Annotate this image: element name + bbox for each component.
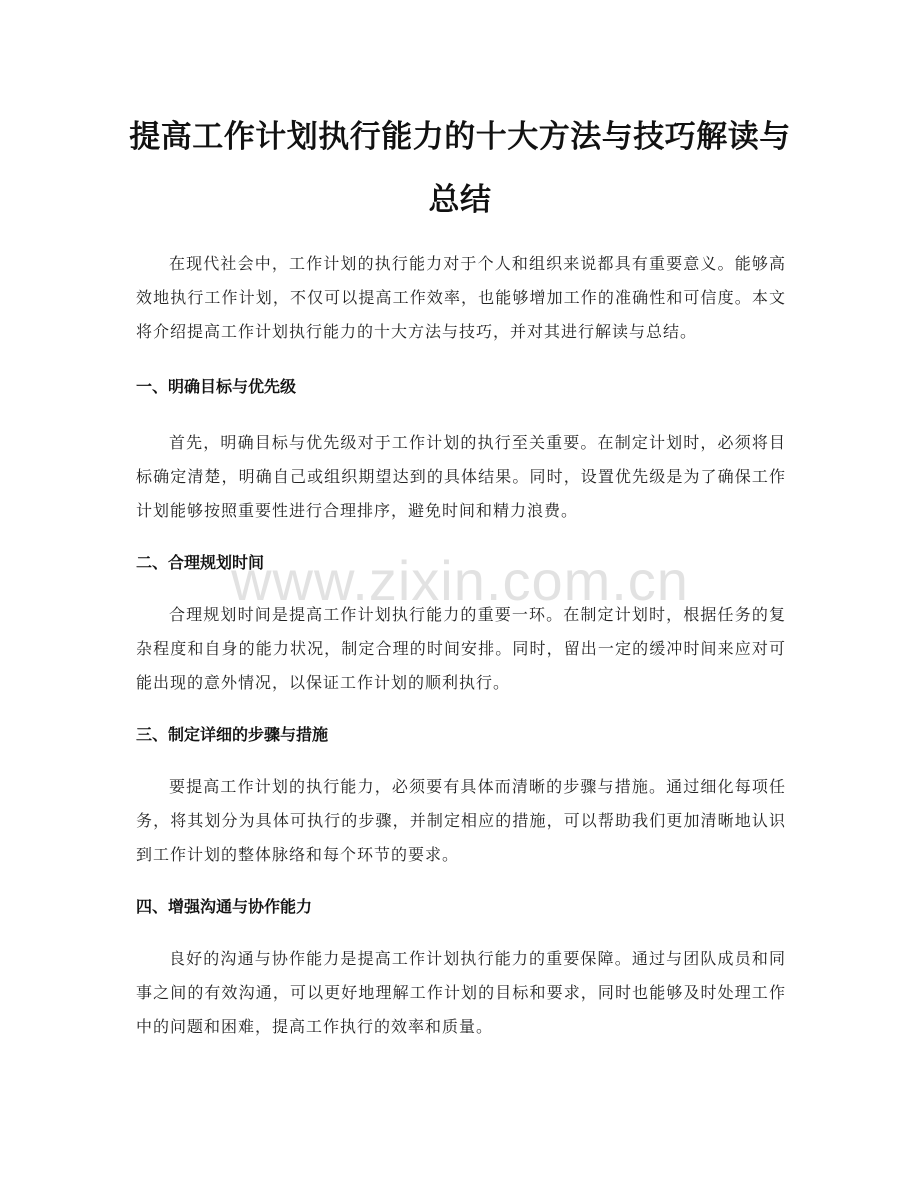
section-paragraph-2: 合理规划时间是提高工作计划执行能力的重要一环。在制定计划时，根据任务的复杂程度和自身的能力状况，制定合理的时间安排。同时，留出一定的缓冲时间来应对可能出现的意外情况，以保证工作计划的顺利执行。: [136, 605, 786, 692]
section-paragraph-3: 要提高工作计划的执行能力，必须要有具体而清晰的步骤与措施。通过细化每项任务，将其划分为具体可执行的步骤，并制定相应的措施，可以帮助我们更加清晰地认识到工作计划的整体脉络和每个环节的要求。: [136, 777, 786, 864]
section-paragraph-4: 良好的沟通与协作能力是提高工作计划执行能力的重要保障。通过与团队成员和同事之间的有效沟通，可以更好地理解工作计划的目标和要求，同时也能够及时处理工作中的问题和困难，提高工作执行的效率和质量。: [136, 949, 786, 1036]
document-body: [136, 247, 786, 1044]
section-paragraph-1: 首先，明确目标与优先级对于工作计划的执行至关重要。在制定计划时，必须将目标确定清楚，明确自己或组织期望达到的具体结果。同时，设置优先级是为了确保工作计划能够按照重要性进行合理排序，避免时间和精力浪费。: [136, 433, 786, 520]
section-heading-4: 四、增强沟通与协作能力: [136, 897, 313, 916]
intro-paragraph: 在现代社会中，工作计划的执行能力对于个人和组织来说都具有重要意义。能够高效地执行工作计划，不仅可以提高工作效率，也能够增加工作的准确性和可信度。本文将介绍提高工作计划执行能力的十大方法与技巧，并对其进行解读与总结。: [136, 254, 786, 341]
document-title: 提高工作计划执行能力的十大方法与技巧解读与总结: [129, 119, 791, 218]
section-heading-2: 二、合理规划时间: [136, 553, 265, 572]
watermark: www.zixin.com.cn: [231, 549, 689, 612]
section-heading-1: 一、明确目标与优先级: [136, 377, 297, 396]
section-heading-3: 三、制定详细的步骤与措施: [136, 725, 329, 744]
